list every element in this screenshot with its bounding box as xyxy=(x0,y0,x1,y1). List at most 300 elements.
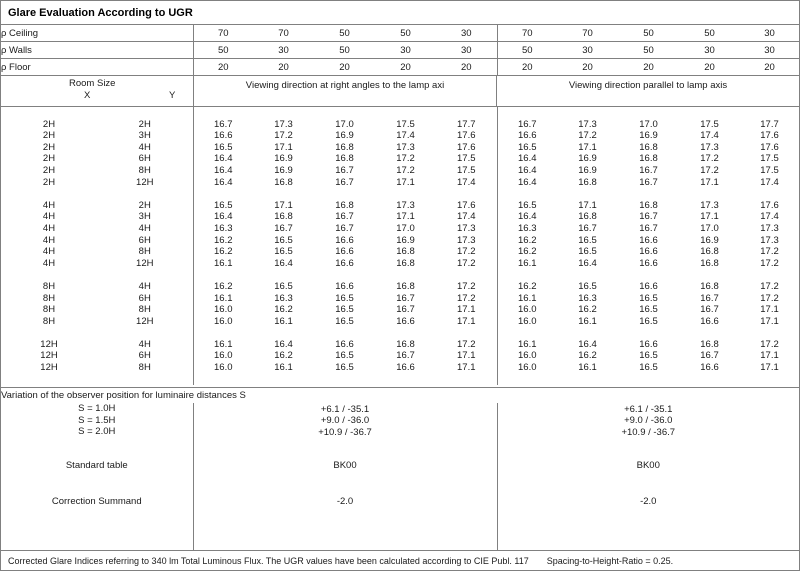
table-row xyxy=(1,482,799,520)
ugr-value: 16.5 xyxy=(335,350,354,362)
spacer-cell xyxy=(679,327,740,339)
ugr-value: 17.3 xyxy=(396,141,415,153)
ugr-value: 17.1 xyxy=(396,211,415,223)
ugr-value: 17.0 xyxy=(639,118,658,130)
room-x: 4H xyxy=(42,234,56,246)
ugr-value: 16.5 xyxy=(335,362,354,374)
rho-floor-value: 20 xyxy=(764,61,775,73)
ugr-value: 16.3 xyxy=(578,292,597,304)
ugr-value: 16.7 xyxy=(335,164,354,176)
ugr-value: 16.1 xyxy=(193,258,253,270)
spacer-cell xyxy=(618,188,679,200)
table-row xyxy=(1,59,799,76)
table-row xyxy=(1,223,799,235)
ugr-value: 17.1 xyxy=(457,362,476,374)
room-x: 2H xyxy=(42,176,56,188)
ugr-value: 16.9 xyxy=(700,234,719,246)
variation-s-label: S = 2.0H xyxy=(78,426,116,438)
room-y: 2H xyxy=(138,199,151,211)
rho-walls-value: 50 xyxy=(643,44,654,56)
ugr-value: 17.2 xyxy=(457,280,476,292)
spacer-cell xyxy=(618,107,679,119)
spacer-cell xyxy=(253,269,314,281)
room-y: 8H xyxy=(138,246,151,258)
ugr-value: 17.3 xyxy=(457,222,476,234)
ugr-value: 17.3 xyxy=(396,199,415,211)
spacer-cell xyxy=(497,188,557,200)
ugr-value: 17.2 xyxy=(396,164,415,176)
spacer-row xyxy=(1,520,799,550)
rho-walls-value: 30 xyxy=(460,44,472,56)
ugr-value: 16.9 xyxy=(396,234,415,246)
table-row xyxy=(1,293,799,305)
page-title: Glare Evaluation According to UGR xyxy=(8,6,193,19)
spacer-cell xyxy=(253,374,314,386)
room-y: 4H xyxy=(138,141,151,153)
spacer-cell xyxy=(193,188,253,200)
rho-floor-value: 20 xyxy=(460,61,472,73)
ugr-value: 17.0 xyxy=(335,118,354,130)
spacer-cell xyxy=(314,188,375,200)
ugr-value: 16.4 xyxy=(193,153,253,165)
ugr-value: 16.8 xyxy=(700,246,719,258)
room-x: 2H xyxy=(42,118,56,130)
variation-value-left: +10.9 / -36.7 xyxy=(193,426,497,438)
ugr-value: 16.3 xyxy=(497,223,557,235)
spacer-cell xyxy=(740,107,799,119)
spacer-cell xyxy=(375,269,436,281)
spacer-cell xyxy=(557,188,618,200)
ugr-value: 17.2 xyxy=(457,257,476,269)
ugr-value: 16.8 xyxy=(274,176,293,188)
room-y: 8H xyxy=(138,362,151,374)
ugr-value: 16.2 xyxy=(274,304,293,316)
ugr-value: 16.7 xyxy=(639,164,658,176)
table-row xyxy=(1,362,799,374)
room-x: 2H xyxy=(42,130,56,142)
ugr-value: 17.5 xyxy=(760,153,779,165)
spacer-cell xyxy=(679,374,740,386)
table-row xyxy=(1,448,799,482)
spacer-cell xyxy=(557,269,618,281)
ugr-value: 16.8 xyxy=(396,338,415,350)
spacer-cell xyxy=(679,188,740,200)
spacer-cell xyxy=(740,327,799,339)
ugr-value: 17.2 xyxy=(700,153,719,165)
rho-floor-value: 20 xyxy=(193,59,253,76)
ugr-value: 16.1 xyxy=(578,315,597,327)
ugr-value: 16.7 xyxy=(335,176,354,188)
ugr-value: 16.0 xyxy=(193,350,253,362)
room-y: 12H xyxy=(136,315,154,327)
ugr-value: 16.9 xyxy=(274,164,293,176)
room-x: 4H xyxy=(42,199,56,211)
ugr-data-table xyxy=(1,107,799,385)
rho-walls-value: 30 xyxy=(704,44,715,56)
ugr-value: 16.2 xyxy=(497,246,557,258)
spacer-cell xyxy=(618,327,679,339)
ugr-value: 16.5 xyxy=(274,234,293,246)
spacer-cell xyxy=(740,269,799,281)
ugr-value: 17.1 xyxy=(457,304,476,316)
rho-ceiling-value: 30 xyxy=(460,27,472,39)
spacer-cell xyxy=(436,327,497,339)
table-row xyxy=(1,316,799,328)
correction-summand-label: Correction Summand xyxy=(51,495,142,507)
reflectance-header-table xyxy=(1,25,799,76)
room-y: 8H xyxy=(138,164,151,176)
spacer-row xyxy=(1,438,799,448)
table-row xyxy=(1,42,799,59)
ugr-value: 16.0 xyxy=(193,316,253,328)
rho-walls-value: 30 xyxy=(400,44,411,56)
variation-s-label: S = 1.0H xyxy=(78,403,116,415)
ugr-value: 17.2 xyxy=(760,338,779,350)
rho-floor-label: ρ Floor xyxy=(1,61,31,73)
room-y: 6H xyxy=(138,234,151,246)
ugr-value: 16.8 xyxy=(578,176,597,188)
table-row xyxy=(1,281,799,293)
ugr-value: 16.6 xyxy=(639,338,658,350)
ugr-value: 16.6 xyxy=(396,362,415,374)
rho-ceiling-value: 30 xyxy=(764,27,775,39)
ugr-value: 17.2 xyxy=(760,280,779,292)
ugr-value: 17.4 xyxy=(457,211,476,223)
ugr-value: 17.2 xyxy=(457,292,476,304)
spacer-cell xyxy=(557,374,618,386)
ugr-value: 17.1 xyxy=(457,350,476,362)
ugr-value: 17.4 xyxy=(760,176,779,188)
ugr-value: 17.2 xyxy=(760,257,779,269)
ugr-value: 16.3 xyxy=(274,292,293,304)
ugr-value: 17.4 xyxy=(760,211,779,223)
ugr-value: 17.4 xyxy=(457,176,476,188)
ugr-value: 16.6 xyxy=(193,130,253,142)
rho-floor-value: 20 xyxy=(704,61,715,73)
spacer-cell xyxy=(97,107,193,119)
spacer-cell xyxy=(193,327,253,339)
rho-walls-value: 30 xyxy=(278,44,289,56)
rho-walls-value: 30 xyxy=(764,44,775,56)
spacer-cell xyxy=(618,374,679,386)
room-y: 4H xyxy=(138,280,151,292)
spacer-cell xyxy=(497,520,799,550)
ugr-value: 17.1 xyxy=(457,315,476,327)
room-x: 2H xyxy=(42,141,56,153)
ugr-value: 16.5 xyxy=(335,304,354,316)
spacer-cell xyxy=(1,520,193,550)
table-row xyxy=(1,426,799,438)
spacer-cell xyxy=(1,374,97,386)
room-x: 4H xyxy=(42,222,56,234)
ugr-value: 16.8 xyxy=(335,141,354,153)
ugr-value: 17.2 xyxy=(396,153,415,165)
ugr-value: 16.1 xyxy=(274,315,293,327)
room-y: 6H xyxy=(138,292,151,304)
summary-table xyxy=(1,448,799,550)
table-row xyxy=(1,246,799,258)
room-size-y-label: Y xyxy=(169,90,176,101)
room-x: 8H xyxy=(42,304,56,316)
spacer-cell xyxy=(97,269,193,281)
ugr-value: 16.9 xyxy=(578,164,597,176)
spacer-cell xyxy=(1,327,97,339)
ugr-value: 16.9 xyxy=(578,153,597,165)
ugr-value: 16.6 xyxy=(639,257,658,269)
rho-floor-value: 20 xyxy=(339,61,350,73)
ugr-value: 16.5 xyxy=(497,142,557,154)
room-y: 3H xyxy=(138,211,151,223)
ugr-value: 16.5 xyxy=(497,200,557,212)
ugr-value: 16.8 xyxy=(396,246,415,258)
ugr-value: 16.8 xyxy=(335,153,354,165)
ugr-value: 16.7 xyxy=(700,292,719,304)
room-x: 4H xyxy=(42,257,56,269)
ugr-value: 16.6 xyxy=(335,246,354,258)
room-x: 4H xyxy=(42,246,56,258)
ugr-value: 16.8 xyxy=(335,199,354,211)
table-row xyxy=(1,177,799,189)
ugr-value: 16.1 xyxy=(497,339,557,351)
ugr-value: 16.2 xyxy=(274,350,293,362)
ugr-value: 16.4 xyxy=(497,153,557,165)
ugr-value: 16.4 xyxy=(497,177,557,189)
correction-summand-left: -2.0 xyxy=(193,482,497,520)
table-row xyxy=(1,25,799,42)
ugr-value: 17.5 xyxy=(700,118,719,130)
ugr-value: 16.6 xyxy=(335,257,354,269)
footer-text: Corrected Glare Indices referring to 340 lm Total Luminous Flux. The UGR values have been calculated according to CIE Publ. 117 xyxy=(8,555,529,566)
spacer-cell xyxy=(314,374,375,386)
spacer-row xyxy=(1,188,799,200)
viewing-direction-parallel-label: Viewing direction parallel to lamp axis xyxy=(568,80,728,91)
ugr-value: 16.4 xyxy=(193,177,253,189)
room-x: 12H xyxy=(40,350,58,362)
spacer-cell xyxy=(497,438,799,448)
ugr-value: 16.5 xyxy=(274,280,293,292)
ugr-value: 16.8 xyxy=(639,199,658,211)
spacer-cell xyxy=(557,327,618,339)
ugr-value: 16.6 xyxy=(639,280,658,292)
ugr-value: 16.5 xyxy=(335,315,354,327)
table-row xyxy=(1,200,799,212)
ugr-value: 17.5 xyxy=(457,153,476,165)
ugr-value: 16.5 xyxy=(639,315,658,327)
room-y: 8H xyxy=(138,304,151,316)
spacer-row xyxy=(1,374,799,386)
table-row xyxy=(1,235,799,247)
ugr-value: 16.8 xyxy=(396,257,415,269)
rho-walls-label: ρ Walls xyxy=(1,44,32,56)
spacer-cell xyxy=(1,269,97,281)
ugr-value: 17.1 xyxy=(700,211,719,223)
ugr-value: 16.8 xyxy=(274,211,293,223)
ugr-value: 16.5 xyxy=(578,280,597,292)
spacer-cell xyxy=(193,520,497,550)
room-size-header xyxy=(1,76,193,106)
ugr-data-area xyxy=(1,107,799,387)
ugr-value: 16.2 xyxy=(497,235,557,247)
table-row xyxy=(1,339,799,351)
rho-floor-value: 20 xyxy=(582,61,593,73)
footer-note xyxy=(1,550,799,570)
ugr-value: 16.6 xyxy=(497,130,557,142)
room-size-label: Room Size xyxy=(69,78,116,89)
ugr-value: 16.7 xyxy=(497,119,557,131)
ugr-value: 17.1 xyxy=(700,176,719,188)
ugr-value: 16.7 xyxy=(396,292,415,304)
ugr-value: 16.5 xyxy=(578,246,597,258)
ugr-value: 16.2 xyxy=(497,281,557,293)
rho-ceiling-value: 70 xyxy=(193,25,253,42)
viewing-direction-band xyxy=(1,76,799,107)
ugr-value: 16.7 xyxy=(639,176,658,188)
table-row xyxy=(1,388,799,403)
viewing-direction-parallel xyxy=(496,76,799,106)
room-x: 12H xyxy=(40,338,58,350)
room-y: 3H xyxy=(138,130,151,142)
ugr-value: 16.8 xyxy=(639,141,658,153)
spacer-cell xyxy=(193,374,253,386)
room-x: 2H xyxy=(42,164,56,176)
variation-value-left: +9.0 / -36.0 xyxy=(193,415,497,427)
ugr-value: 17.2 xyxy=(274,130,293,142)
ugr-value: 16.5 xyxy=(193,142,253,154)
ugr-value: 17.6 xyxy=(760,199,779,211)
spacer-row xyxy=(1,269,799,281)
spacer-cell xyxy=(253,107,314,119)
spacer-cell xyxy=(314,107,375,119)
table-row xyxy=(1,130,799,142)
ugr-value: 16.4 xyxy=(578,338,597,350)
table-row xyxy=(1,403,799,415)
spacer-cell xyxy=(97,188,193,200)
rho-ceiling-value: 50 xyxy=(339,27,350,39)
spacer-cell xyxy=(97,374,193,386)
room-y: 6H xyxy=(138,153,151,165)
ugr-value: 17.7 xyxy=(457,118,476,130)
ugr-value: 16.5 xyxy=(274,246,293,258)
ugr-value: 16.4 xyxy=(497,165,557,177)
ugr-value: 17.2 xyxy=(578,130,597,142)
ugr-value: 16.2 xyxy=(578,304,597,316)
ugr-value: 16.2 xyxy=(193,281,253,293)
ugr-value: 16.0 xyxy=(497,350,557,362)
ugr-value: 16.7 xyxy=(396,304,415,316)
standard-table-label: Standard table xyxy=(65,459,128,471)
rho-ceiling-label: ρ Ceiling xyxy=(1,27,39,39)
spacer-cell xyxy=(193,107,253,119)
spacer-cell xyxy=(436,374,497,386)
spacer-cell xyxy=(253,327,314,339)
ugr-value: 17.2 xyxy=(760,292,779,304)
rho-floor-value: 20 xyxy=(400,61,411,73)
ugr-value: 16.8 xyxy=(700,280,719,292)
room-x: 8H xyxy=(42,292,56,304)
viewing-direction-perpendicular-label: Viewing direction at right angles to the lamp axi xyxy=(245,80,445,91)
ugr-value: 16.7 xyxy=(639,222,658,234)
ugr-value: 16.1 xyxy=(193,293,253,305)
ugr-value: 17.1 xyxy=(578,199,597,211)
spacer-cell xyxy=(314,327,375,339)
ugr-value: 16.1 xyxy=(274,362,293,374)
rho-ceiling-value: 50 xyxy=(704,27,715,39)
ugr-value: 16.0 xyxy=(193,362,253,374)
ugr-value: 17.1 xyxy=(274,141,293,153)
ugr-value: 17.1 xyxy=(578,141,597,153)
rho-floor-value: 20 xyxy=(643,61,654,73)
table-row xyxy=(1,153,799,165)
ugr-value: 17.4 xyxy=(396,130,415,142)
spacer-cell xyxy=(193,269,253,281)
ugr-value: 17.6 xyxy=(760,130,779,142)
ugr-value: 17.3 xyxy=(274,118,293,130)
ugr-value: 16.7 xyxy=(193,119,253,131)
ugr-value: 16.2 xyxy=(578,350,597,362)
ugr-value: 17.1 xyxy=(760,362,779,374)
ugr-value: 16.4 xyxy=(497,211,557,223)
variation-s-label: S = 1.5H xyxy=(78,414,116,426)
ugr-value: 16.5 xyxy=(193,200,253,212)
room-y: 2H xyxy=(138,118,151,130)
room-x: 4H xyxy=(42,211,56,223)
spacer-cell xyxy=(497,374,557,386)
spacer-cell xyxy=(375,374,436,386)
rho-floor-value: 20 xyxy=(497,59,557,76)
ugr-value: 17.1 xyxy=(396,176,415,188)
ugr-value: 16.7 xyxy=(639,211,658,223)
ugr-value: 16.4 xyxy=(193,165,253,177)
spacer-cell xyxy=(740,374,799,386)
ugr-value: 17.2 xyxy=(700,164,719,176)
ugr-value: 16.5 xyxy=(335,292,354,304)
room-y: 4H xyxy=(138,338,151,350)
variation-value-right: +6.1 / -35.1 xyxy=(497,403,799,415)
room-x: 2H xyxy=(42,153,56,165)
spacer-cell xyxy=(497,269,557,281)
ugr-value: 17.5 xyxy=(760,164,779,176)
spacer-cell xyxy=(193,438,497,448)
ugr-value: 16.6 xyxy=(700,362,719,374)
rho-floor-value: 20 xyxy=(278,61,289,73)
ugr-value: 16.5 xyxy=(639,304,658,316)
ugr-value: 16.9 xyxy=(335,130,354,142)
room-x: 8H xyxy=(42,315,56,327)
ugr-value: 16.8 xyxy=(396,280,415,292)
ugr-value: 17.3 xyxy=(700,141,719,153)
spacer-cell xyxy=(436,269,497,281)
ugr-value: 17.1 xyxy=(274,199,293,211)
ugr-value: 16.7 xyxy=(578,222,597,234)
standard-table-right: BK00 xyxy=(497,448,799,482)
ugr-value: 17.0 xyxy=(396,222,415,234)
spacer-row xyxy=(1,327,799,339)
ugr-value: 16.7 xyxy=(335,211,354,223)
spacer-cell xyxy=(740,188,799,200)
correction-summand-right: -2.0 xyxy=(497,482,799,520)
room-y: 12H xyxy=(136,257,154,269)
ugr-value: 16.4 xyxy=(193,211,253,223)
room-y: 6H xyxy=(138,350,151,362)
ugr-value: 17.6 xyxy=(457,130,476,142)
spacer-cell xyxy=(375,107,436,119)
ugr-value: 17.0 xyxy=(700,222,719,234)
ugr-value: 16.7 xyxy=(396,350,415,362)
ugr-value: 16.6 xyxy=(639,246,658,258)
spacer-cell xyxy=(679,107,740,119)
ugr-value: 17.5 xyxy=(396,118,415,130)
ugr-value: 16.7 xyxy=(274,222,293,234)
